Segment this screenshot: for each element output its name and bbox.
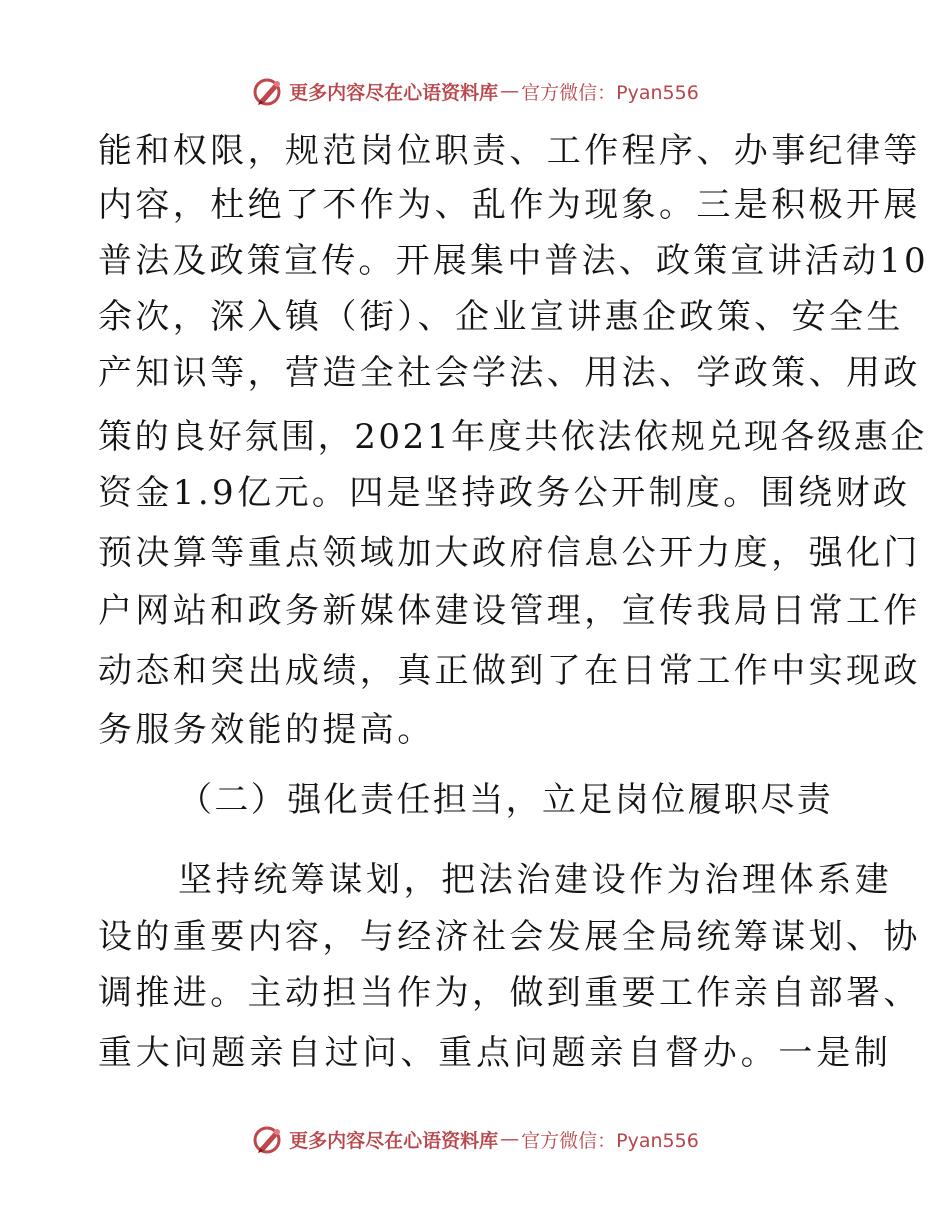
pen-in-circle-logo-icon [251, 74, 285, 108]
banner-separator: — [500, 80, 520, 102]
header-banner [0, 71, 950, 111]
body-line-8: 预决算等重点领域加大政府信息公开力度，强化门 [98, 533, 921, 573]
body-line-2: 内容，杜绝了不作为、乱作为现象。三是积极开展 [98, 185, 921, 225]
body-line-14: 设的重要内容，与经济社会发展全局统筹谋划、协 [98, 917, 921, 957]
body-line-15: 调推进。主动担当作为，做到重要工作亲自部署、 [98, 973, 921, 1013]
section-heading: （二）强化责任担当，立足岗位履职尽责 [178, 780, 834, 820]
body-line-16: 重大问题亲自过问、重点问题亲自督办。一是制 [98, 1033, 892, 1073]
pen-in-circle-logo-icon [251, 1122, 285, 1156]
banner-contact-text: 官方微信：Pyan556 [521, 1129, 699, 1152]
banner-site-text: 更多内容尽在心语资料库 [289, 81, 499, 104]
body-line-9: 户网站和政务新媒体建设管理，宣传我局日常工作 [98, 591, 921, 631]
body-line-11: 务服务效能的提高。 [98, 710, 435, 750]
body-line-7: 资金1.9亿元。四是坚持政务公开制度。围绕财政 [98, 473, 911, 513]
banner-separator: — [500, 1128, 520, 1150]
body-line-1: 能和权限，规范岗位职责、工作程序、办事纪律等 [98, 131, 921, 171]
banner-site-text: 更多内容尽在心语资料库 [289, 1129, 499, 1152]
body-line-4: 余次，深入镇（街）、企业宣讲惠企政策、安全生 [98, 297, 904, 337]
body-line-3: 普法及政策宣传。开展集中普法、政策宣讲活动10 [98, 241, 929, 281]
body-line-13: 坚持统筹谋划，把法治建设作为治理体系建 [178, 860, 893, 900]
banner-contact-text: 官方微信：Pyan556 [521, 81, 699, 104]
body-line-5: 产知识等，营造全社会学法、用法、学政策、用政 [98, 353, 921, 393]
footer-banner [0, 1119, 950, 1159]
body-line-6: 策的良好氛围，2021年度共依法依规兑现各级惠企 [98, 417, 927, 457]
body-line-10: 动态和突出成绩，真正做到了在日常工作中实现政 [98, 651, 921, 691]
